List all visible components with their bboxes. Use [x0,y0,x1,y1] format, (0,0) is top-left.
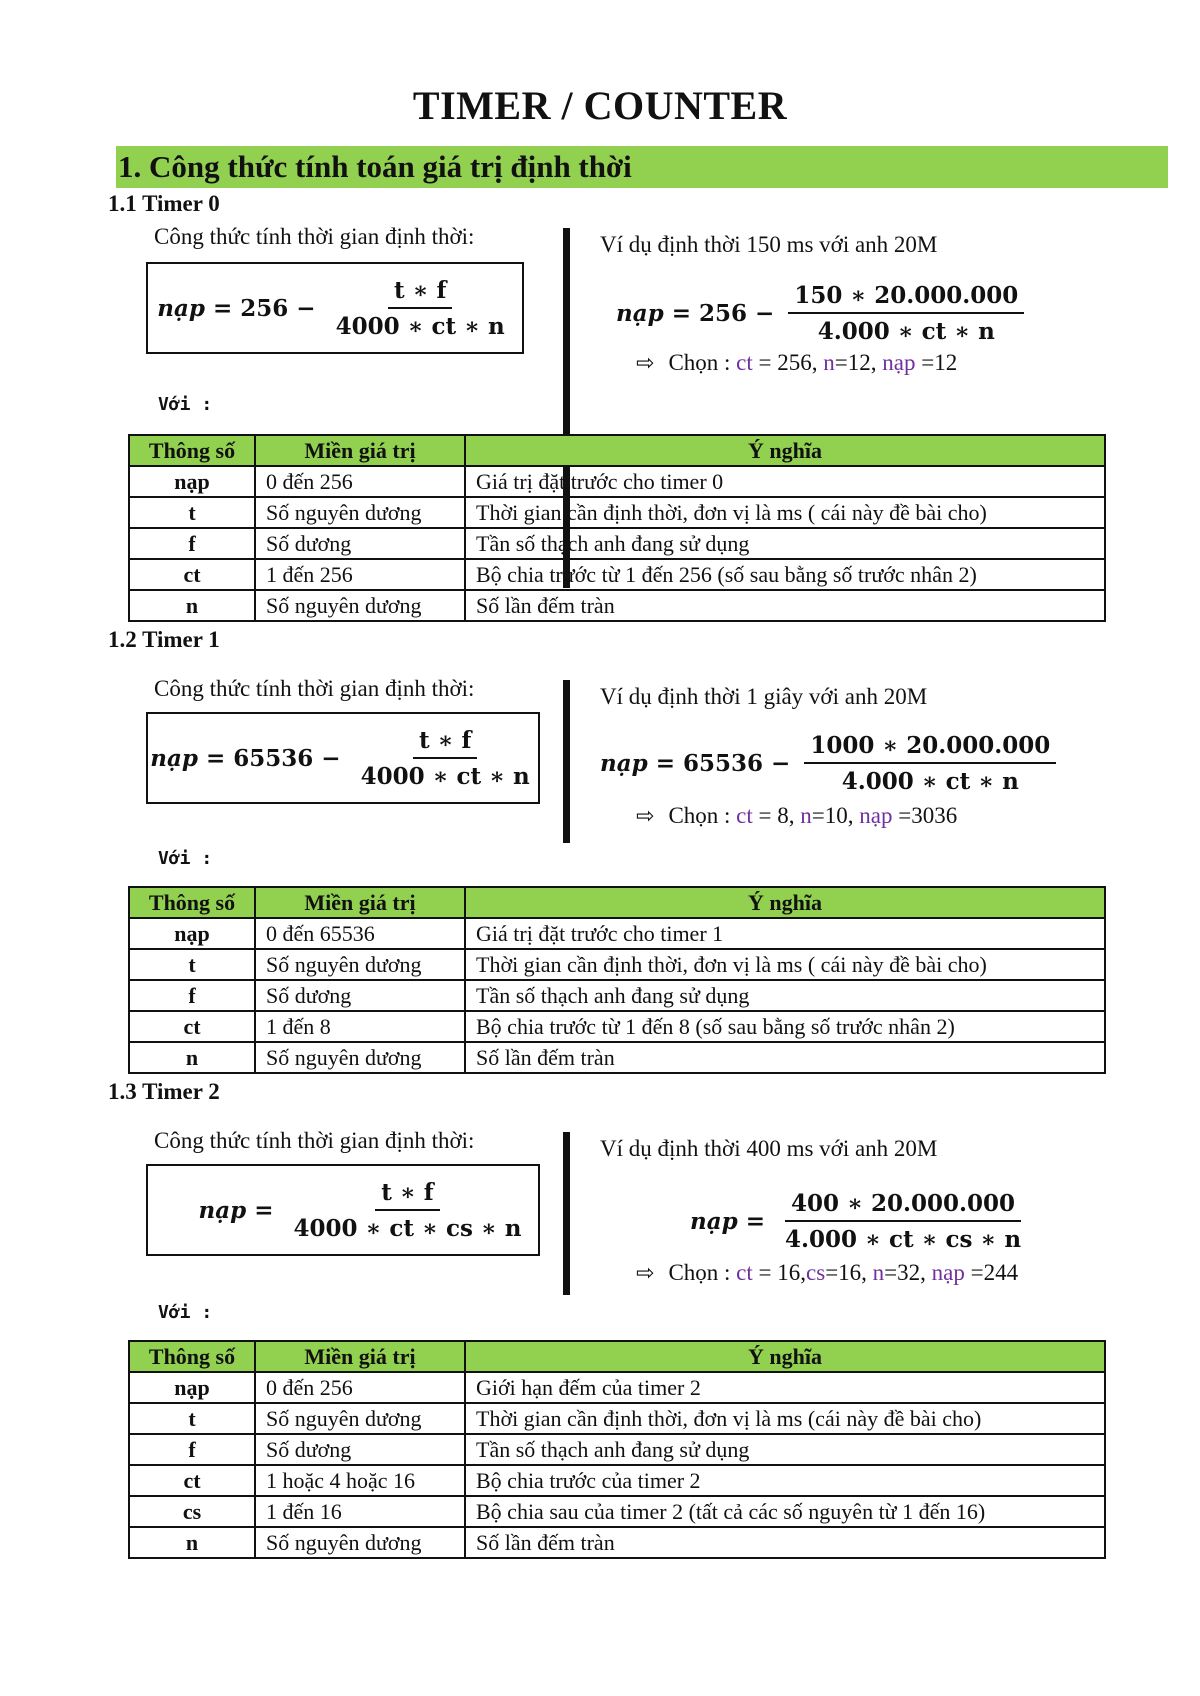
timer-1-formula [150,727,536,790]
timer-2-example-formula-denominator: 4.000 ∗ ct ∗ cs ∗ n [785,1226,1022,1253]
timer-0-formula [157,277,511,340]
choice-value: =32, [884,1260,932,1285]
table-row [129,466,1105,497]
timer-2-example-formula-fraction [779,1190,1027,1253]
choice-value: =12 [915,350,958,375]
param-range-cell: 0 đến 65536 [255,918,465,949]
param-name-cell: ct [129,1011,255,1042]
timer-1-choice-prefix: Chọn : [668,803,737,828]
table-row [129,559,1105,590]
timer-2-with-label: Với : [158,1302,213,1323]
timer-0-choice-prefix: Chọn : [668,350,737,375]
param-range-cell: 0 đến 256 [255,1372,465,1403]
param-range-cell: 1 đến 8 [255,1011,465,1042]
choice-value: = 16, [752,1260,807,1285]
param-meaning-cell: Giá trị đặt trước cho timer 1 [465,918,1105,949]
column-header: Miền giá trị [255,435,465,466]
param-name-cell: nạp [129,1372,255,1403]
timer-0-example-formula [616,282,1024,345]
timer-2-example-formula-numerator: 400 ∗ 20.000.000 [785,1190,1021,1222]
timer-1-example-formula [600,732,1056,795]
column-header: Miền giá trị [255,1341,465,1372]
param-meaning-cell: Tần số thạch anh đang sử dụng [465,528,1105,559]
param-name-cell: nạp [129,466,255,497]
table-row [129,918,1105,949]
table-header-row [129,887,1105,918]
param-meaning-cell: Tần số thạch anh đang sử dụng [465,1434,1105,1465]
param-name-cell: t [129,949,255,980]
page-title: TIMER / COUNTER [412,83,788,128]
table-row [129,1434,1105,1465]
timer-1-example-formula-numerator: 1000 ∗ 20.000.000 [804,732,1056,764]
timer-1-formula-lhs: nạp = 65536 − [150,744,349,772]
column-header: Thông số [129,1341,255,1372]
choice-variable: ct [736,1260,753,1285]
param-meaning-cell: Số lần đếm tràn [465,1527,1105,1558]
param-range-cell: Số nguyên dương [255,1527,465,1558]
timer-1-formula-label: Công thức tính thời gian định thời: [154,676,475,701]
param-meaning-cell: Thời gian cần định thời, đơn vị là ms ( cái này đề bài cho) [465,497,1105,528]
param-meaning-cell: Giá trị đặt trước cho timer 0 [465,466,1105,497]
param-range-cell: Số nguyên dương [255,590,465,621]
formula-variable: nạp [690,1208,738,1235]
table-row [129,949,1105,980]
column-header: Ý nghĩa [465,1341,1105,1372]
table-row [129,590,1105,621]
timer-2-formula-label: Công thức tính thời gian định thời: [154,1128,475,1153]
choice-variable: nạp [882,350,916,375]
timer-0-formula-denominator: 4000 ∗ ct ∗ n [335,312,505,340]
formula-variable: nạp [600,750,648,777]
param-name-cell: t [129,497,255,528]
choice-variable: n [872,1260,885,1285]
param-name-cell: ct [129,1465,255,1496]
timer-2-formula-box [146,1164,540,1256]
choice-variable: nạp [931,1260,965,1285]
param-name-cell: nạp [129,918,255,949]
timer-0-heading: 1.1 Timer 0 [108,191,220,216]
param-name-cell: n [129,590,255,621]
param-name-cell: t [129,1403,255,1434]
timer-0-formula-fraction [330,277,511,340]
param-name-cell: f [129,980,255,1011]
timer-1-formula-box [146,712,540,804]
param-range-cell: 1 hoặc 4 hoặc 16 [255,1465,465,1496]
section-heading: 1. Công thức tính toán giá trị định thời [118,149,632,184]
param-name-cell: n [129,1042,255,1073]
param-meaning-cell: Số lần đếm tràn [465,590,1105,621]
timer-2-formula-denominator: 4000 ∗ ct ∗ cs ∗ n [293,1214,522,1242]
timer-2-parameter-table [128,1340,1106,1559]
timer-2-formula [198,1179,527,1242]
param-meaning-cell: Giới hạn đếm của timer 2 [465,1372,1105,1403]
timer-0-formula-box [146,262,524,354]
arrow-right-icon: ⇨ [636,803,655,829]
formula-variable: nạp [157,294,205,322]
param-range-cell: Số dương [255,1434,465,1465]
timer-1-heading: 1.2 Timer 1 [108,627,220,652]
column-header: Ý nghĩa [465,887,1105,918]
param-range-cell: 1 đến 16 [255,1496,465,1527]
timer-2-formula-lhs: nạp = [198,1196,282,1224]
table-header-row [129,435,1105,466]
arrow-right-icon: ⇨ [636,1260,655,1286]
param-meaning-cell: Bộ chia trước từ 1 đến 256 (số sau bằng số trước nhân 2) [465,559,1105,590]
param-range-cell: Số nguyên dương [255,1403,465,1434]
choice-value: =3036 [892,803,958,828]
timer-0-example-label: Ví dụ định thời 150 ms với anh 20M [600,232,938,257]
timer-1-example-formula-denominator: 4.000 ∗ ct ∗ n [841,768,1019,795]
choice-variable: cs [806,1260,826,1285]
timer-1-formula-denominator: 4000 ∗ ct ∗ n [360,762,530,790]
table-row [129,1042,1105,1073]
timer-0-example-formula-numerator: 150 ∗ 20.000.000 [788,282,1024,314]
timer-1-parameter-table [128,886,1106,1074]
formula-variable: nạp [616,300,664,327]
timer-0-example-formula-fraction [788,282,1024,345]
formula-variable: nạp [150,744,198,772]
table-row [129,497,1105,528]
timer-2-example-formula-lhs: nạp = [690,1208,774,1235]
param-range-cell: Số dương [255,980,465,1011]
timer-0-choice [636,350,957,376]
choice-variable: nạp [859,803,893,828]
timer-1-divider-bar [563,680,570,843]
param-name-cell: cs [129,1496,255,1527]
param-name-cell: f [129,528,255,559]
timer-0-formula-lhs: nạp = 256 − [157,294,324,322]
choice-value: =10, [811,803,860,828]
choice-variable: n [823,350,835,375]
timer-2-formula-fraction [287,1179,527,1242]
table-row [129,1372,1105,1403]
formula-variable: nạp [198,1196,247,1224]
column-header: Ý nghĩa [465,435,1105,466]
timer-2-divider-bar [563,1132,570,1295]
timer-1-example-formula-lhs: nạp = 65536 − [600,750,799,777]
column-header: Thông số [129,887,255,918]
table-row [129,980,1105,1011]
timer-1-with-label: Với : [158,848,213,869]
choice-value: =244 [964,1260,1019,1285]
timer-1-choice [636,803,957,829]
choice-value: = 8, [752,803,801,828]
table-row [129,1403,1105,1434]
table-row [129,1011,1105,1042]
choice-value: =12, [834,350,883,375]
param-range-cell: Số dương [255,528,465,559]
param-meaning-cell: Tần số thạch anh đang sử dụng [465,980,1105,1011]
timer-0-parameter-table [128,434,1106,622]
timer-0-with-label: Với : [158,394,213,415]
param-meaning-cell: Thời gian cần định thời, đơn vị là ms ( cái này đề bài cho) [465,949,1105,980]
arrow-right-icon: ⇨ [636,350,655,376]
param-name-cell: ct [129,559,255,590]
timer-2-formula-numerator: t ∗ f [375,1179,439,1211]
param-meaning-cell: Bộ chia sau của timer 2 (tất cả các số nguyên từ 1 đến 16) [465,1496,1105,1527]
param-range-cell: Số nguyên dương [255,1042,465,1073]
table-row [129,1527,1105,1558]
choice-variable: ct [736,350,753,375]
choice-value: = 256, [752,350,824,375]
table-row [129,1465,1105,1496]
timer-2-choice-prefix: Chọn : [668,1260,737,1285]
timer-2-example-label: Ví dụ định thời 400 ms với anh 20M [600,1136,938,1161]
timer-2-heading: 1.3 Timer 2 [108,1079,220,1104]
timer-1-example-label: Ví dụ định thời 1 giây với anh 20M [600,684,928,709]
table-row [129,1496,1105,1527]
param-range-cell: 1 đến 256 [255,559,465,590]
param-meaning-cell: Thời gian cần định thời, đơn vị là ms (cái này đề bài cho) [465,1403,1105,1434]
param-meaning-cell: Bộ chia trước từ 1 đến 8 (số sau bằng số trước nhân 2) [465,1011,1105,1042]
choice-variable: ct [736,803,753,828]
param-meaning-cell: Bộ chia trước của timer 2 [465,1465,1105,1496]
table-header-row [129,1341,1105,1372]
timer-2-example-formula [690,1190,1027,1253]
param-name-cell: n [129,1527,255,1558]
timer-0-example-formula-lhs: nạp = 256 − [616,300,783,327]
timer-0-formula-label: Công thức tính thời gian định thời: [154,224,475,249]
choice-value: =16, [825,1260,873,1285]
param-meaning-cell: Số lần đếm tràn [465,1042,1105,1073]
param-name-cell: f [129,1434,255,1465]
param-range-cell: 0 đến 256 [255,466,465,497]
timer-2-choice [636,1260,1018,1286]
choice-variable: n [800,803,812,828]
table-row [129,528,1105,559]
param-range-cell: Số nguyên dương [255,497,465,528]
timer-1-formula-numerator: t ∗ f [413,727,477,759]
column-header: Thông số [129,435,255,466]
param-range-cell: Số nguyên dương [255,949,465,980]
timer-1-example-formula-fraction [804,732,1056,795]
column-header: Miền giá trị [255,887,465,918]
timer-0-formula-numerator: t ∗ f [388,277,452,309]
timer-1-formula-fraction [355,727,536,790]
timer-0-example-formula-denominator: 4.000 ∗ ct ∗ n [817,318,995,345]
